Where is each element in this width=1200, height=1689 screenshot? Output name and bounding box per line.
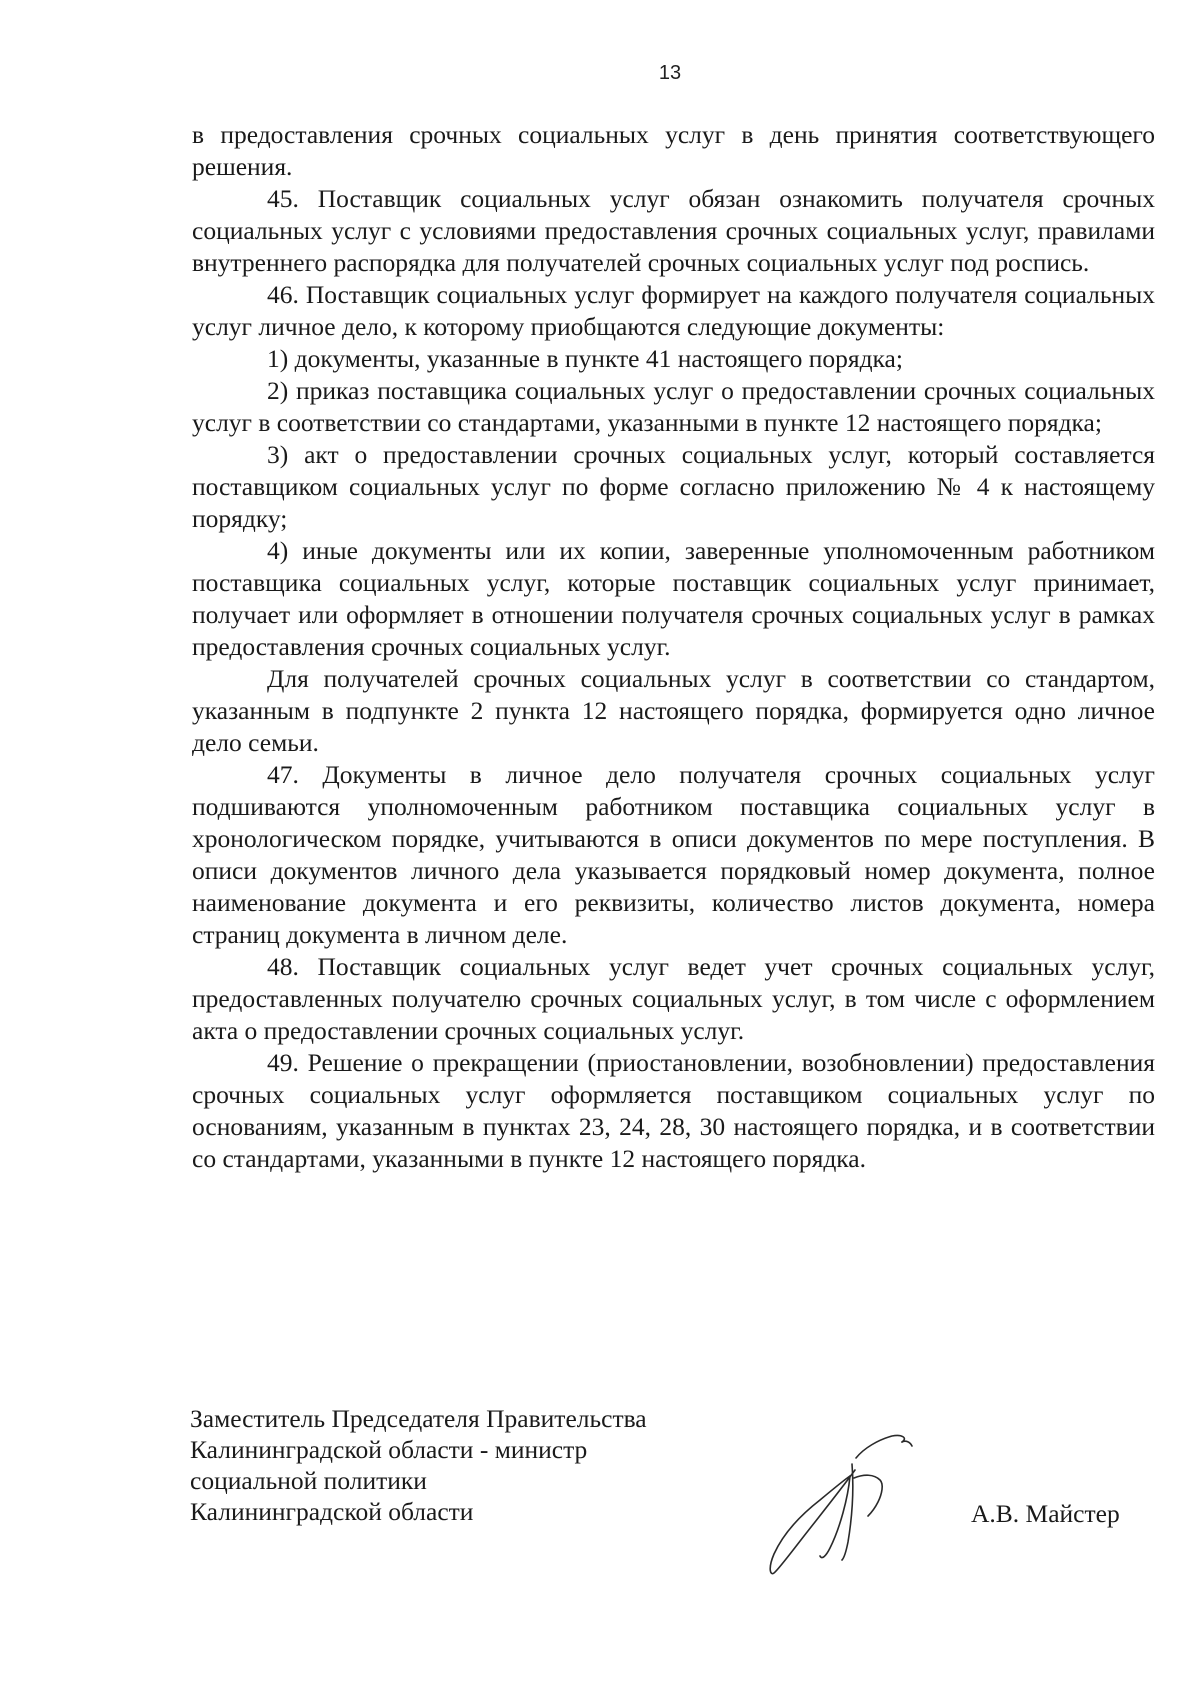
document-body	[192, 119, 1155, 1175]
paragraph-46-item-2: 2) приказ поставщика социальных услуг о предоставлении срочных социальных услуг в соответствии со стандартами, указанными в пункте 12 настоящего порядка;	[192, 376, 1155, 437]
paragraph-46-family-note: Для получателей срочных социальных услуг в соответствии со стандартом, указанным в подпункте 2 пункта 12 настоящего порядка, формируется одно личное дело семьи.	[192, 664, 1155, 757]
signatory-position-line: социальной политики	[190, 1466, 427, 1495]
paragraph-46: 46. Поставщик социальных услуг формирует на каждого получателя социальных услуг личное дело, к которому приобщаются следующие документы:	[192, 280, 1155, 341]
signatory-name: А.В. Майстер	[971, 1499, 1120, 1528]
signatory-position-line: Заместитель Председателя Правительства	[190, 1404, 647, 1433]
paragraph-continuation: в предоставления срочных социальных услуг в день принятия соответствующего решения.	[192, 120, 1155, 181]
paragraph-49: 49. Решение о прекращении (приостановлении, возобновлении) предоставления срочных социальных услуг оформляется поставщиком социальных услуг по основаниям, указанным в пунктах 23, 24, 28, 30 настоящего порядка, и в соответствии со стандартами, указанными в пункте 12 настоящего порядка.	[192, 1048, 1155, 1173]
paragraph-46-item-4: 4) иные документы или их копии, заверенные уполномоченным работником поставщика социальных услуг, которые поставщик социальных услуг принимает, получает или оформляет в отношении получателя срочных социальных услуг в рамках предоставления срочных социальных услуг.	[192, 536, 1155, 661]
paragraph-47: 47. Документы в личное дело получателя срочных социальных услуг подшиваются уполномоченным работником поставщика социальных услуг в хронологическом порядке, учитываются в описи документов по мере поступления. В описи документов личного дела указывается порядковый номер документа, полное наименование документа и его реквизиты, количество листов документа, номера страниц документа в личном деле.	[192, 760, 1155, 949]
signatory-position	[190, 1403, 647, 1527]
signatory-position-line: Калининградской области	[190, 1497, 474, 1526]
page-number: 13	[658, 62, 682, 84]
signatory-position-line: Калининградской области - министр	[190, 1435, 588, 1464]
handwritten-signature	[752, 1418, 952, 1578]
paragraph-45: 45. Поставщик социальных услуг обязан ознакомить получателя срочных социальных услуг с условиями предоставления срочных социальных услуг, правилами внутреннего распорядка для получателей срочных социальных услуг под роспись.	[192, 184, 1155, 277]
paragraph-46-item-1: 1) документы, указанные в пункте 41 настоящего порядка;	[267, 344, 903, 373]
paragraph-48: 48. Поставщик социальных услуг ведет учет срочных социальных услуг, предоставленных получателю срочных социальных услуг, в том числе с оформлением акта о предоставлении срочных социальных услуг.	[192, 952, 1155, 1045]
paragraph-46-item-3: 3) акт о предоставлении срочных социальных услуг, который составляется поставщиком социальных услуг по форме согласно приложению № 4 к настоящему порядку;	[192, 440, 1155, 533]
